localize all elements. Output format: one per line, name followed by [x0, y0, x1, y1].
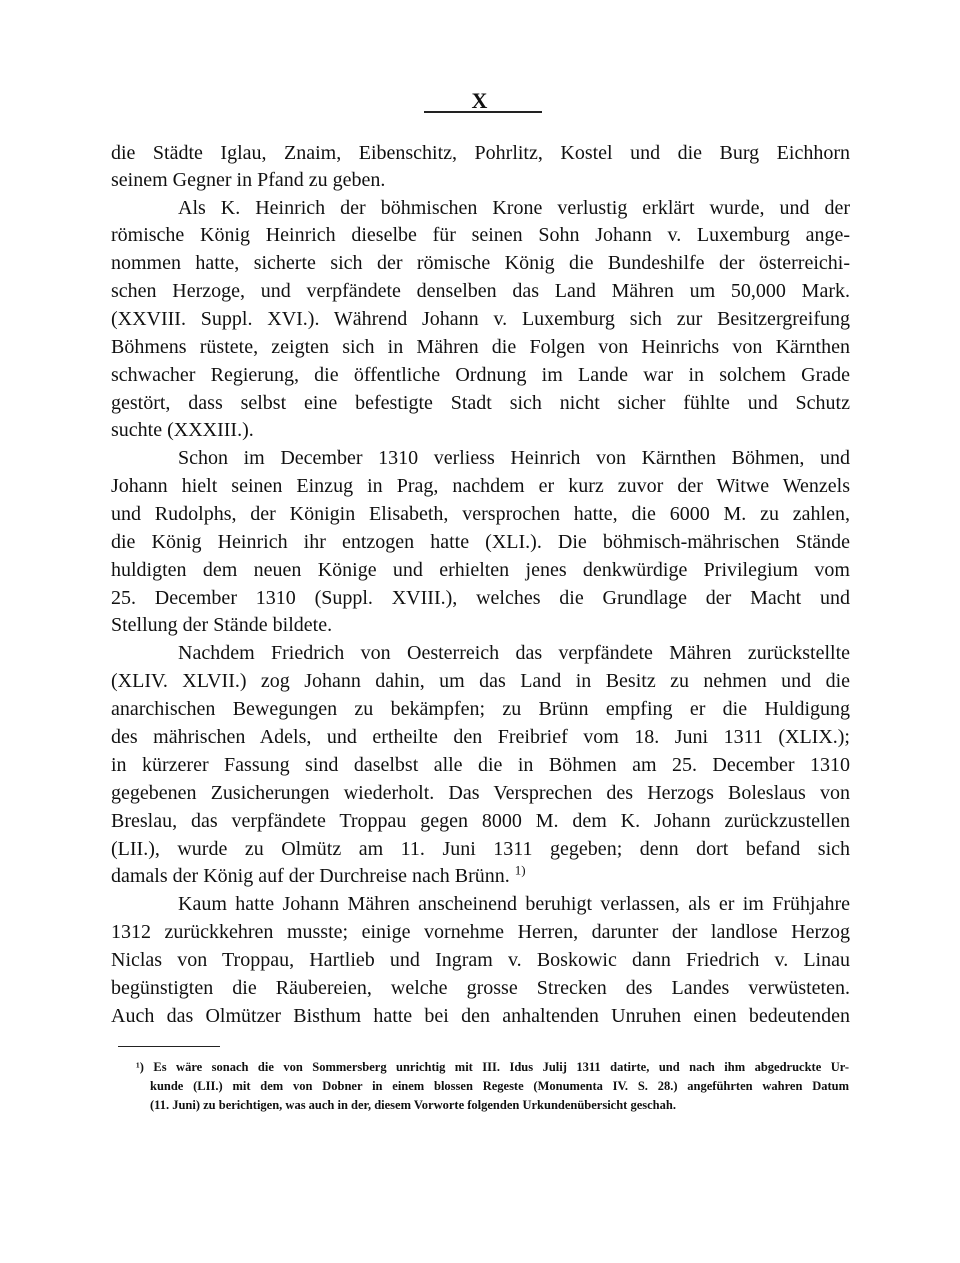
body-line: gestört, dass selbst eine befestigte Stadt sich nicht sicher fühlte und Schutz — [111, 392, 850, 414]
body-line: in kürzerer Fassung sind daselbst alle die in Böhmen am 25. December 1310 — [111, 754, 850, 776]
body-line: Schon im December 1310 verliess Heinrich von Kärnthen Böhmen, und — [178, 447, 850, 469]
body-line-text: damals der König auf der Durchreise nach Brünn. — [111, 865, 510, 887]
body-line: (LII.), wurde zu Olmütz am 11. Juni 1311 gegeben; denn dort befand sich — [111, 838, 850, 860]
body-line: die König Heinrich ihr entzogen hatte (XLI.). Die böhmisch-mährischen Stände — [111, 531, 850, 553]
body-line: schwacher Regierung, die öffentliche Ordnung im Lande war in solchem Grade — [111, 364, 850, 386]
body-line: (XLIV. XLVII.) zog Johann dahin, um das Land in Besitz zu nehmen und die — [111, 670, 850, 692]
body-line: Stellung der Stände bildete. — [111, 614, 333, 636]
body-line: Niclas von Troppau, Hartlieb und Ingram v. Boskowic dann Friedrich v. Linau — [111, 949, 850, 971]
body-line: Kaum hatte Johann Mähren anscheinend beruhigt verlassen, als er im Frühjahre — [178, 893, 850, 915]
body-line: 1312 zurückkehren musste; einige vornehme Herren, darunter der landlose Herzog — [111, 921, 850, 943]
body-line: suchte (XXXIII.). — [111, 419, 254, 441]
body-line: anarchischen Bewegungen zu bekämpfen; zu Brünn empfing er die Huldigung — [111, 698, 850, 720]
footnote-reference: 1) — [514, 862, 526, 878]
body-line: (XXVIII. Suppl. XVI.). Während Johann v. Luxemburg sich zur Besitzergreifung — [111, 308, 850, 330]
footnote-rule — [118, 1046, 220, 1047]
body-line: begünstigten die Räubereien, welche grosse Strecken des Landes verwüsteten. — [111, 977, 850, 999]
body-line: Böhmens rüstete, zeigten sich in Mähren die Folgen von Heinrichs von Kärnthen — [111, 336, 850, 358]
footnote-line: (11. Juni) zu berichtigen, was auch in der, diesem Vorworte folgenden Urkundenübersicht geschah. — [150, 1098, 676, 1112]
body-line: seinem Gegner in Pfand zu geben. — [111, 169, 386, 191]
body-line: und Rudolphs, der Königin Elisabeth, versprochen hatte, die 6000 M. zu zahlen, — [111, 503, 850, 525]
footnote-line: ¹) Es wäre sonach die von Sommersberg unrichtig mit III. Idus Julij 1311 datirte, und nach ihm abgedruckte Ur- — [136, 1060, 849, 1074]
body-line: Johann hielt seinen Einzug in Prag, nachdem er kurz zuvor der Witwe Wenzels — [111, 475, 850, 497]
header-rule — [424, 111, 542, 113]
footnote-line: kunde (LII.) mit dem von Dobner in einem blossen Regeste (Monumenta IV. S. 28.) angeführten wahren Datum — [150, 1079, 849, 1093]
body-line: die Städte Iglau, Znaim, Eibenschitz, Pohrlitz, Kostel und die Burg Eichhorn — [111, 142, 850, 164]
body-line: 25. December 1310 (Suppl. XVIII.), welches die Grundlage der Macht und — [111, 587, 850, 609]
body-line: Als K. Heinrich der böhmischen Krone verlustig erklärt wurde, und der — [178, 197, 850, 219]
body-line: nommen hatte, sicherte sich der römische König die Bundeshilfe der österreichi- — [111, 252, 850, 274]
body-line: römische König Heinrich dieselbe für seinen Sohn Johann v. Luxemburg ange- — [111, 224, 850, 246]
body-line: huldigten dem neuen Könige und erhielten jenes denkwürdige Privilegium vom — [111, 559, 850, 581]
body-line: gegebenen Zusicherungen wiederholt. Das Versprechen des Herzogs Boleslaus von — [111, 782, 850, 804]
body-line: Auch das Olmützer Bisthum hatte bei den anhaltenden Unruhen einen bedeutenden — [111, 1005, 850, 1027]
page-number: X — [471, 88, 489, 113]
body-line: Breslau, das verpfändete Troppau gegen 8000 M. dem K. Johann zurückzustellen — [111, 810, 850, 832]
body-line: Nachdem Friedrich von Oesterreich das verpfändete Mähren zurückstellte — [178, 642, 850, 664]
body-line: des mährischen Adels, und ertheilte den Freibrief vom 18. Juni 1311 (XLIX.); — [111, 726, 850, 748]
body-line — [111, 863, 850, 889]
body-line: schen Herzoge, und verpfändete denselben das Land Mähren um 50,000 Mark. — [111, 280, 850, 302]
